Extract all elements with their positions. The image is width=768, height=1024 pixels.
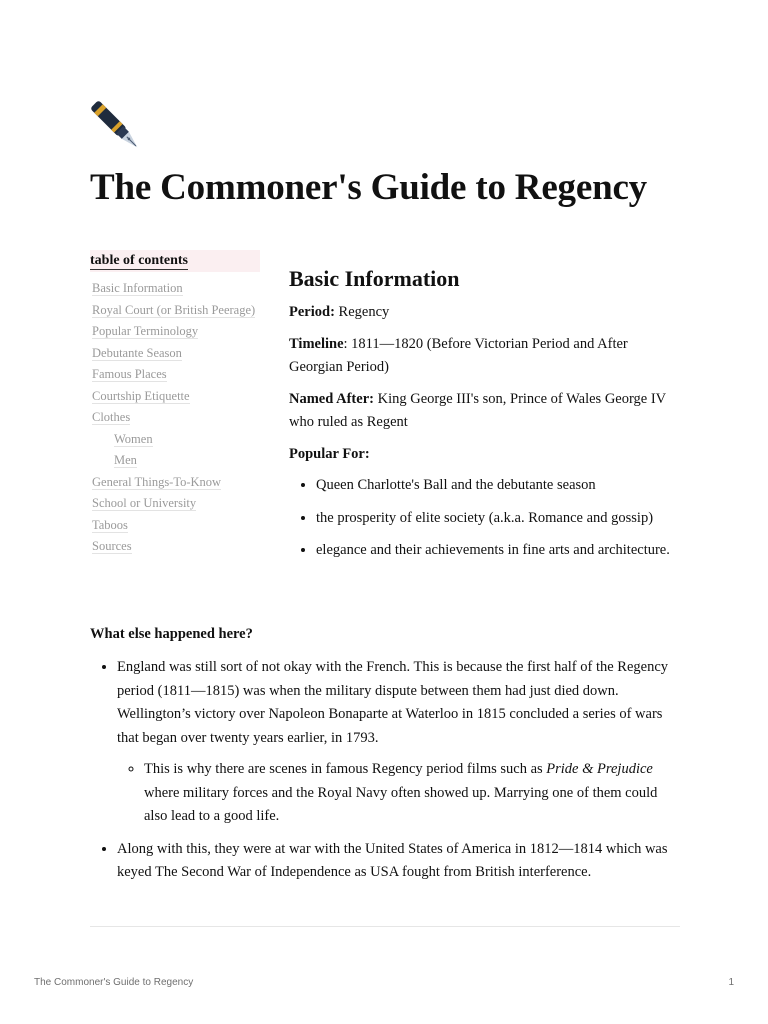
list-item (117, 656, 680, 829)
toc-link-royal-court[interactable]: Royal Court (or British Peerage) (92, 302, 256, 317)
page-title: The Commoner's Guide to Regency (90, 167, 647, 208)
toc-item (92, 322, 260, 340)
what-else-section (90, 623, 680, 894)
list-item: • Queen Charlotte's Ball and the debutante season (316, 474, 684, 498)
toc-heading-label: table of contents (90, 253, 188, 268)
toc-link-women[interactable]: Women (114, 431, 153, 446)
toc-item (92, 537, 260, 555)
toc-link-courtship-etiquette[interactable]: Courtship Etiquette (92, 388, 190, 403)
timeline-label: Timeline (289, 335, 344, 352)
period-value: Regency (334, 304, 390, 320)
toc-item (92, 473, 260, 491)
toc-link-general-things[interactable]: General Things-To-Know (92, 474, 222, 489)
footer-title: The Commoner's Guide to Regency (34, 977, 194, 988)
timeline-value: : 1811—1820 (Before Victorian Period and After Georgian Period) (289, 335, 628, 375)
named-after-label: Named After: (289, 390, 374, 407)
list-item: • the prosperity of elite society (a.k.a. Romance and gossip) (316, 507, 684, 531)
toc-item (92, 301, 260, 319)
page-number: 1 (728, 977, 734, 988)
toc-list (90, 279, 260, 555)
toc-link-men[interactable]: Men (114, 453, 137, 467)
basic-information-heading: Basic Information (289, 266, 460, 291)
list-item (144, 758, 680, 829)
timeline-line (289, 333, 684, 380)
toc-link-taboos[interactable]: Taboos (92, 517, 128, 532)
what-else-heading: What else happened here? (90, 626, 253, 642)
toc-link-school-university[interactable]: School or University (92, 496, 197, 510)
toc-item (92, 365, 260, 383)
toc-item (92, 494, 260, 512)
popular-for-label: Popular For: (289, 445, 370, 462)
toc-item (92, 516, 260, 534)
period-label: Period: (289, 304, 335, 320)
toc-link-clothes[interactable]: Clothes (92, 410, 131, 424)
named-after-line (289, 388, 684, 435)
named-after-value: King George III's son, Prince of Wales George IV who ruled as Regent (289, 390, 666, 430)
list-item: • elegance and their achievements in fine arts and architecture. (316, 539, 684, 563)
toc-link-debutante-season[interactable]: Debutante Season (92, 345, 182, 360)
popular-for-line (289, 443, 684, 467)
toc-item (92, 387, 260, 405)
fountain-pen-icon (90, 100, 148, 158)
table-of-contents (90, 250, 260, 559)
toc-link-basic-information[interactable]: Basic Information (92, 281, 183, 295)
toc-subitem (114, 451, 260, 469)
sub-text-after: where military forces and the Royal Navy often showed up. Marrying one of them could also lead to a good life. (144, 784, 658, 824)
what-else-list (90, 656, 680, 885)
toc-item (92, 279, 260, 297)
toc-link-famous-places[interactable]: Famous Places (92, 367, 167, 381)
toc-link-sources[interactable]: Sources (92, 539, 132, 553)
list-item: • Along with this, they were at war with the United States of America in 1812—1814 which was keyed The Second War of Independence as USA fought from British interference. (117, 838, 680, 885)
toc-link-popular-terminology[interactable]: Popular Terminology (92, 324, 199, 338)
french-relations-text: England was still sort of not okay with the French. This is because the first half of the Regency period (1811—1815) was when the military dispute between them had just died down. Wellington’s victory over Napoleon Bonaparte at Waterloo in 1815 concluded a series of wars that began over twenty years earlier, in 1793. (117, 659, 669, 746)
sub-text-before: This is why there are scenes in famous Regency period films such as (144, 761, 547, 777)
period-line (289, 301, 684, 325)
toc-item (92, 344, 260, 362)
toc-item (92, 408, 260, 426)
divider (90, 926, 680, 927)
toc-heading (90, 250, 260, 272)
toc-subitem (114, 430, 260, 448)
film-title: Pride & Prejudice (546, 761, 653, 777)
basic-information-section (289, 265, 684, 572)
popular-for-list (289, 474, 684, 563)
nested-list (117, 758, 680, 829)
